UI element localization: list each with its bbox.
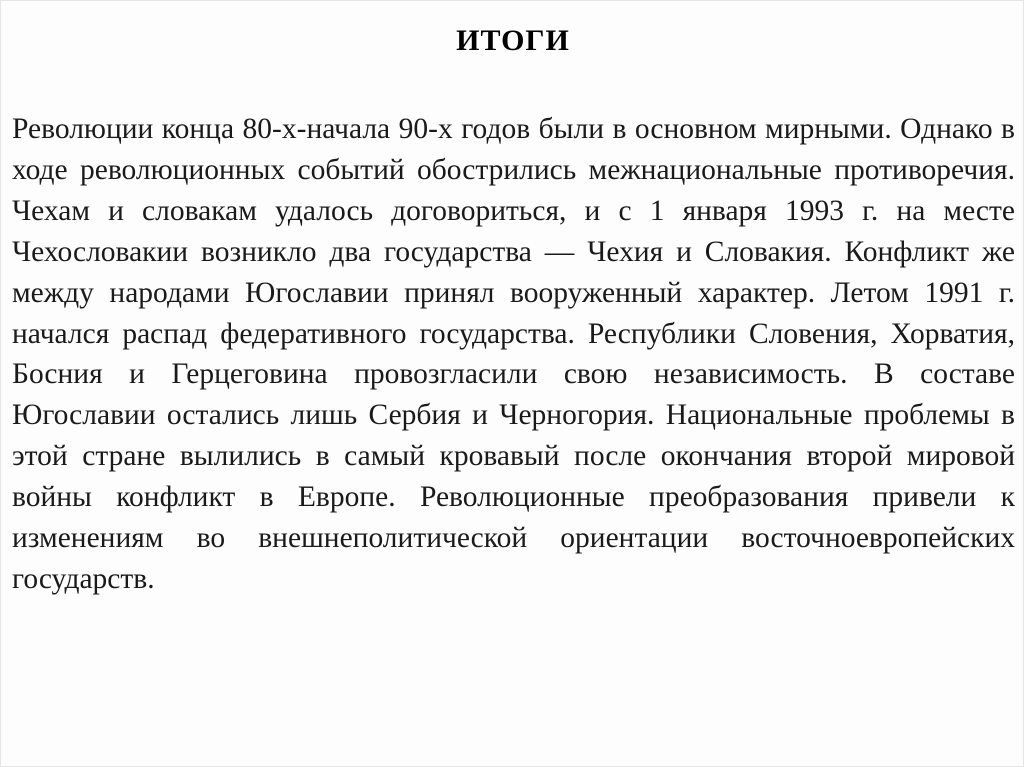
slide-title: ИТОГИ [456, 24, 570, 57]
slide-body-text: Революции конца 80-х-начала 90-х годов были в основном мирными. Однако в ходе революционных событий обострились межнациональные противоречия. Чехам и словакам удалось договориться, и с 1 января 1993 г. на месте Чехословакии возникло два государства — Чехия и Словакия. Конфликт же между народами Югославии принял вооруженный характер. Летом 1991 г. начался распад федеративного государства. Республики Словения, Хорватия, Босния и Герцеговина провозгласили свою независимость. В составе Югославии остались лишь Сербия и Черногория. Национальные проблемы в этой стране вылились в самый кровавый после окончания второй мировой войны конфликт в Европе. Революционные преобразования привели к изменениям во внешнеполитической ориентации восточноевропейских государств. [12, 113, 1015, 595]
